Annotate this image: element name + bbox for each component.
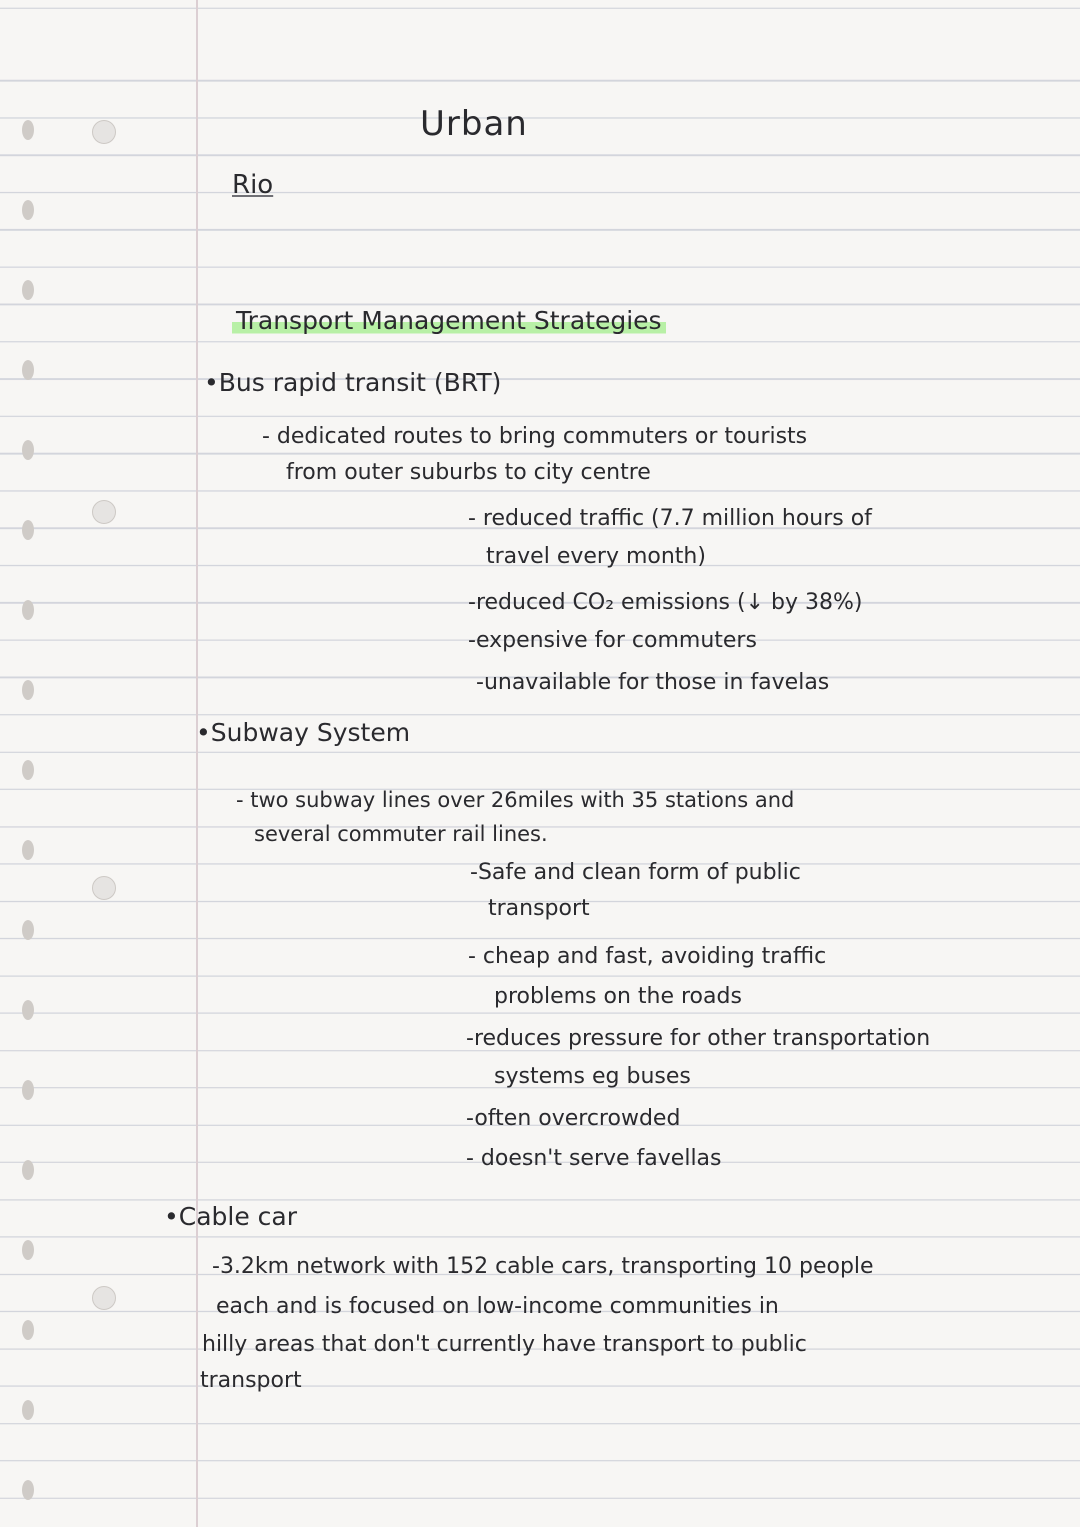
brt-point: travel every month)	[486, 544, 706, 569]
subway-point: - cheap and fast, avoiding traffic	[468, 944, 827, 969]
punch-hole	[92, 876, 116, 900]
subway-desc-line: several commuter rail lines.	[254, 822, 548, 846]
brt-desc-line: - dedicated routes to bring commuters or tourists	[262, 424, 808, 449]
subway-point: -reduces pressure for other transportation	[466, 1026, 931, 1051]
brt-point: - reduced traffic (7.7 million hours of	[468, 506, 872, 531]
bullet-cable-car: •Cable car	[164, 1202, 298, 1231]
brt-point: -unavailable for those in favelas	[476, 670, 830, 695]
city-label: Rio	[232, 170, 274, 200]
punch-hole	[92, 500, 116, 524]
cable-desc-line: hilly areas that don't currently have transport to public	[202, 1332, 807, 1357]
brt-point: -reduced CO₂ emissions (↓ by 38%)	[468, 590, 863, 615]
spiral-edge	[0, 0, 60, 1527]
bullet-dot-icon: •	[196, 718, 211, 747]
subway-point: -Safe and clean form of public	[470, 860, 801, 885]
page-title: Urban	[420, 104, 528, 144]
bullet-dot-icon: •	[204, 368, 219, 397]
cable-desc-line: transport	[200, 1368, 302, 1393]
margin-line	[196, 0, 198, 1527]
cable-desc-line: -3.2km network with 152 cable cars, transporting 10 people	[212, 1254, 874, 1279]
brt-point: -expensive for commuters	[468, 628, 757, 653]
bullet-brt: •Bus rapid transit (BRT)	[204, 368, 502, 397]
punch-hole	[92, 120, 116, 144]
cable-desc-line: each and is focused on low-income communities in	[216, 1294, 779, 1319]
bullet-subway: •Subway System	[196, 718, 411, 747]
bullet-dot-icon: •	[164, 1202, 179, 1231]
brt-desc-line: from outer suburbs to city centre	[286, 460, 651, 485]
subway-point: problems on the roads	[494, 984, 742, 1009]
subway-point: - doesn't serve favellas	[466, 1146, 722, 1171]
section-heading: Transport Management Strategies	[232, 306, 666, 335]
subway-point: transport	[488, 896, 590, 921]
subway-desc-line: - two subway lines over 26miles with 35 stations and	[236, 788, 795, 812]
subway-point: -often overcrowded	[466, 1106, 681, 1131]
punch-hole	[92, 1286, 116, 1310]
subway-point: systems eg buses	[494, 1064, 691, 1089]
